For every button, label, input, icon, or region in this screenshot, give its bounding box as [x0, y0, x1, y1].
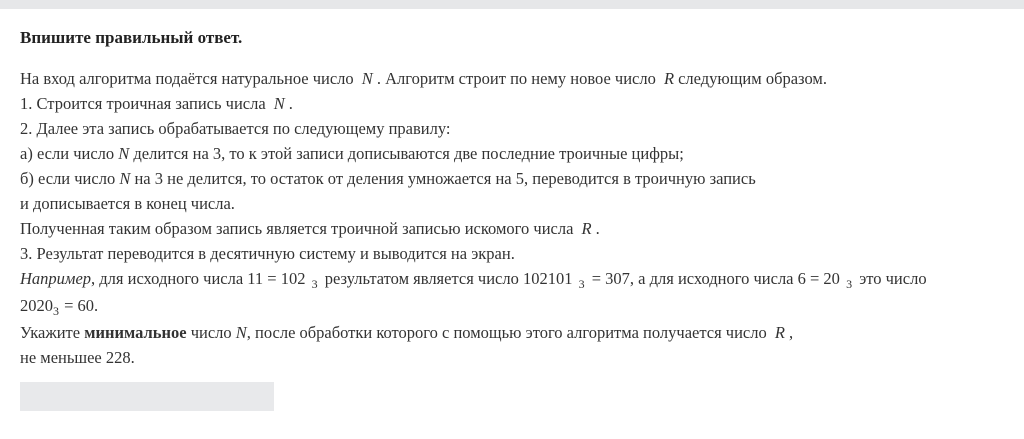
intro-line	[20, 66, 1015, 91]
var-r: R	[663, 69, 675, 88]
question-line	[20, 320, 1015, 345]
step1-line	[20, 91, 1015, 116]
var-r: R	[774, 323, 785, 342]
question-continuation: не меньшее 228.	[20, 348, 135, 367]
intro-text-c: следующим образом.	[678, 69, 827, 88]
var-r: R	[581, 219, 592, 238]
var-n: N	[273, 94, 285, 113]
question-end: ,	[788, 323, 794, 342]
rule-b-line	[20, 166, 1015, 191]
rule-a-line	[20, 141, 1015, 166]
base-subscript: 3	[846, 277, 853, 291]
example-text-2: результатом является число 102101	[324, 269, 573, 288]
task-heading: Впишите правильный ответ.	[20, 28, 243, 47]
example-text-3: = 307, а для исходного числа 6 = 20	[591, 269, 840, 288]
base-subscript: 3	[53, 304, 59, 318]
rule-b-text-a: б) если число	[20, 169, 116, 188]
example-text-6: = 60.	[64, 296, 99, 315]
question-text-b: число	[190, 323, 232, 342]
task-text	[20, 66, 1015, 370]
step2-line: 2. Далее эта запись обрабатывается по следующему правилу:	[20, 119, 451, 138]
answer-input[interactable]	[20, 382, 274, 411]
step3-line: 3. Результат переводится в десятичную систему и выводится на экран.	[20, 244, 515, 263]
step1-text: 1. Строится троичная запись числа	[20, 94, 266, 113]
rule-a-text-a: а) если число	[20, 144, 115, 163]
step1-end: .	[288, 94, 293, 113]
var-n: N	[235, 323, 247, 342]
var-n: N	[361, 69, 373, 88]
base-subscript: 3	[311, 277, 318, 291]
example-label: Например	[20, 269, 92, 288]
question-bold: минимальное	[84, 323, 187, 342]
example-line	[20, 266, 1015, 293]
result-end: .	[595, 219, 600, 238]
var-n: N	[119, 169, 131, 188]
rule-b-text-b: на 3 не делится, то остаток от деления умножается на 5, переводится в троичную запись	[134, 169, 756, 188]
intro-text-a: На вход алгоритма подаётся натуральное число	[20, 69, 354, 88]
var-n: N	[118, 144, 130, 163]
example-text-4: это число	[859, 269, 927, 288]
intro-text-b: . Алгоритм строит по нему новое число	[376, 69, 656, 88]
question-text-a: Укажите	[20, 323, 81, 342]
result-line	[20, 216, 1015, 241]
rule-b-continuation: и дописывается в конец числа.	[20, 194, 235, 213]
result-text: Полученная таким образом запись является троичной записью искомого числа	[20, 219, 574, 238]
example-text-1: , для исходного числа 11 = 102	[91, 269, 306, 288]
example-text-5: 2020	[20, 296, 53, 315]
top-bar	[0, 0, 1024, 9]
base-subscript: 3	[578, 277, 585, 291]
question-text-c: , после обработки которого с помощью этого алгоритма получается число	[246, 323, 767, 342]
rule-a-text-b: делится на 3, то к этой записи дописываются две последние троичные цифры;	[133, 144, 684, 163]
example-continuation	[20, 293, 1015, 320]
